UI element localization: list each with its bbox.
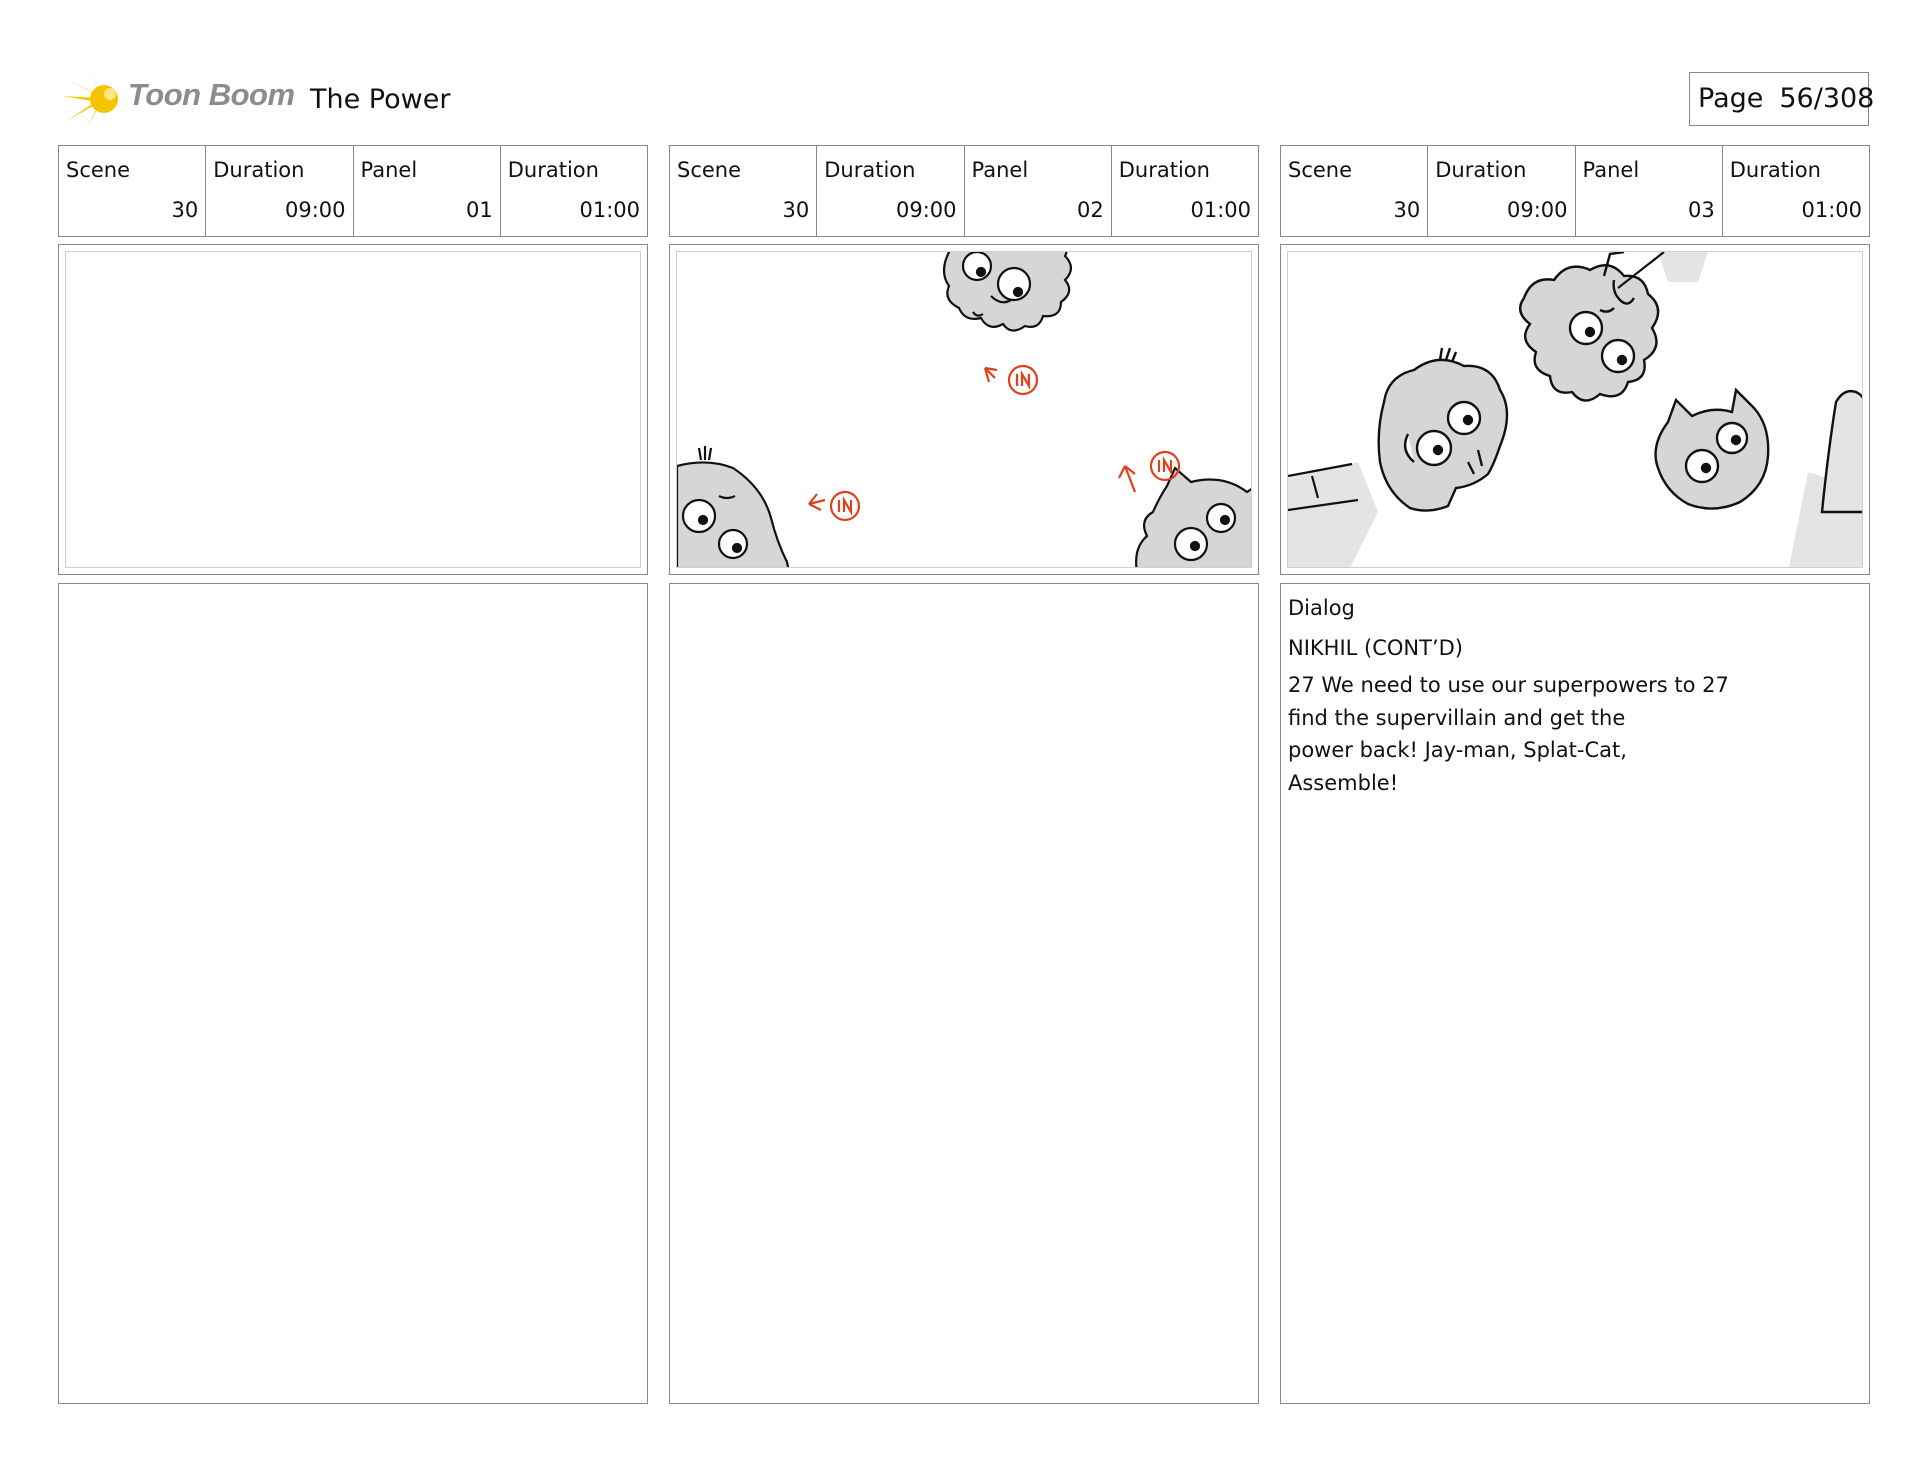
sketch-cat-right <box>1136 468 1252 568</box>
dialog-line: find the supervillain and get the <box>1288 705 1626 730</box>
panel-value: 03 <box>1688 198 1715 222</box>
sketch-panel-03 <box>1288 252 1863 568</box>
panel-duration-value: 01:00 <box>1190 198 1251 222</box>
panel-duration-label: Duration <box>507 158 599 182</box>
dialog-line: Assemble! <box>1288 770 1399 795</box>
sketch-character-left <box>677 446 789 568</box>
sketch-cat-paw <box>1822 391 1863 512</box>
panel-sketch <box>676 251 1252 568</box>
sketch-character-girl <box>1520 252 1658 401</box>
panel-image-empty <box>65 251 641 568</box>
scene-cell <box>59 146 206 236</box>
panel-duration-cell <box>1112 146 1258 236</box>
panel-cell <box>965 146 1112 236</box>
duration-value: 09:00 <box>895 198 957 222</box>
sketch-cat <box>1656 390 1769 509</box>
panel-sketch <box>1287 251 1863 568</box>
sketch-character-boy <box>1379 348 1507 511</box>
scene-value: 30 <box>782 198 810 222</box>
page-indicator <box>1689 72 1875 126</box>
panel-duration-label: Duration <box>1729 158 1821 182</box>
panel-duration-value: 01:00 <box>579 198 640 222</box>
dialog-line: 27 We need to use our superpowers to 27 <box>1288 673 1729 697</box>
panel-header <box>1280 145 1870 237</box>
dialog-label: Dialog <box>1288 596 1355 620</box>
panel-label: Panel <box>360 158 418 182</box>
panel-duration-cell <box>501 146 647 236</box>
toon-boom-logo <box>62 66 302 132</box>
panel-notes <box>669 583 1259 1404</box>
panel-cell <box>354 146 501 236</box>
panel-image-frame <box>58 244 648 575</box>
dialog-text <box>1288 669 1729 799</box>
sketch-character-top <box>944 252 1071 331</box>
panel-image-frame <box>1280 244 1870 575</box>
scene-label: Scene <box>66 158 131 182</box>
scene-label: Scene <box>1288 158 1353 182</box>
scene-label: Scene <box>677 158 742 182</box>
dialog-speaker: NIKHIL (CONT’D) <box>1288 636 1463 660</box>
duration-value: 09:00 <box>1506 198 1568 222</box>
duration-cell <box>817 146 964 236</box>
toon-boom-logo-icon <box>62 66 126 132</box>
project-title: The Power <box>310 84 451 115</box>
panel-label: Panel <box>971 158 1029 182</box>
scene-value: 30 <box>1393 198 1421 222</box>
panel-header <box>58 145 648 237</box>
page-number: 56/308 <box>1779 83 1875 114</box>
duration-label: Duration <box>1435 158 1527 182</box>
duration-label: Duration <box>213 158 305 182</box>
scene-value: 30 <box>171 198 199 222</box>
panel-value: 01 <box>466 198 493 222</box>
scene-cell <box>670 146 817 236</box>
panel-notes <box>1280 583 1870 1404</box>
panel-cell <box>1576 146 1723 236</box>
logo-text: Toon Boom <box>128 77 295 112</box>
sketch-panel-02 <box>677 252 1252 568</box>
duration-cell <box>206 146 353 236</box>
duration-cell <box>1428 146 1575 236</box>
red-in-arrow-top <box>985 366 1037 394</box>
panel-value: 02 <box>1077 198 1104 222</box>
scene-cell <box>1281 146 1428 236</box>
panel-header <box>669 145 1259 237</box>
panel-image-frame <box>669 244 1259 575</box>
panel-label: Panel <box>1582 158 1640 182</box>
dialog-line: power back! Jay-man, Splat-Cat, <box>1288 738 1627 762</box>
duration-value: 09:00 <box>284 198 346 222</box>
page-label: Page <box>1698 83 1764 114</box>
panel-duration-value: 01:00 <box>1801 198 1862 222</box>
panel-duration-cell <box>1723 146 1869 236</box>
red-in-arrow-left <box>809 492 859 520</box>
duration-label: Duration <box>824 158 916 182</box>
panel-notes <box>58 583 648 1404</box>
panel-duration-label: Duration <box>1118 158 1210 182</box>
